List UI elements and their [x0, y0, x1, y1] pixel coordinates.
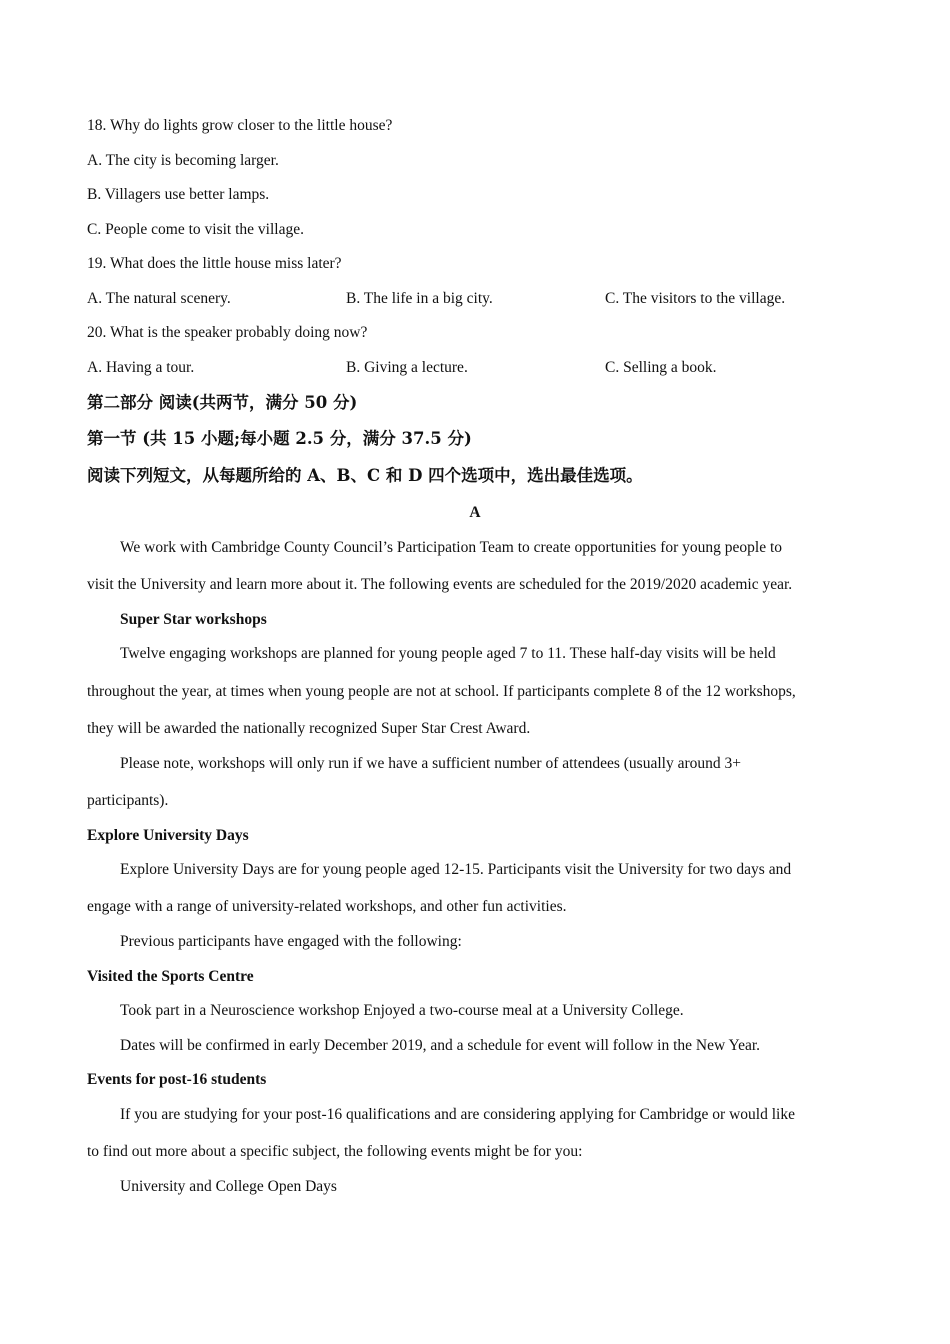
passage-letter: A	[469, 504, 481, 521]
question-19-option-b: B. The life in a big city.	[346, 290, 493, 307]
instruction: 阅读下列短文，从每题所给的 A、B、C 和 D 四个选项中，选出最佳选项。	[87, 466, 643, 485]
subheading-post16: Events for post-16 students	[87, 1071, 267, 1088]
part-heading: 第二部分 阅读(共两节，满分 50 分)	[87, 393, 358, 412]
question-18-text: 18. Why do lights grow closer to the little house?	[87, 117, 393, 134]
question-20-option-c: C. Selling a book.	[605, 359, 717, 376]
paragraph-line: engage with a range of university-related workshops, and other fun activities.	[87, 898, 567, 915]
paragraph-line: throughout the year, at times when young people are not at school. If participants complete 8 of the 12 workshops,	[87, 683, 796, 700]
subheading-explore: Explore University Days	[87, 827, 249, 844]
paragraph-line: We work with Cambridge County Council’s Participation Team to create opportunities for young people to	[120, 539, 783, 556]
paragraph-line: If you are studying for your post-16 qualifications and are considering applying for Cambridge or would like	[120, 1106, 795, 1123]
subheading-sports: Visited the Sports Centre	[87, 968, 254, 985]
paragraph-line: visit the University and learn more about it. The following events are scheduled for the 2019/2020 academic year.	[87, 576, 793, 593]
subheading-super-star: Super Star workshops	[120, 611, 267, 628]
question-18-option-a: A. The city is becoming larger.	[87, 152, 279, 169]
paragraph-line: to find out more about a specific subject, the following events might be for you:	[87, 1143, 583, 1160]
question-20-text: 20. What is the speaker probably doing now?	[87, 324, 368, 341]
question-19-text: 19. What does the little house miss later?	[87, 255, 342, 272]
paragraph-line: Twelve engaging workshops are planned for young people aged 7 to 11. These half-day visits will be held	[120, 645, 776, 662]
question-19-option-a: A. The natural scenery.	[87, 290, 231, 307]
paragraph-line: participants).	[87, 792, 169, 809]
question-18-option-b: B. Villagers use better lamps.	[87, 186, 270, 203]
paragraph-line: Please note, workshops will only run if we have a sufficient number of attendees (usually around 3+	[120, 755, 741, 772]
paragraph-line: University and College Open Days	[120, 1178, 337, 1195]
section-heading: 第一节 (共 15 小题;每小题 2.5 分，满分 37.5 分)	[87, 429, 472, 448]
question-18-option-c: C. People come to visit the village.	[87, 221, 304, 238]
question-20-option-a: A. Having a tour.	[87, 359, 195, 376]
paragraph-line: Explore University Days are for young people aged 12-15. Participants visit the University for two days and	[120, 861, 792, 878]
paragraph-line: Previous participants have engaged with the following:	[120, 933, 462, 950]
paragraph-line: Dates will be confirmed in early December 2019, and a schedule for event will follow in the New Year.	[120, 1037, 761, 1054]
paragraph-line: Took part in a Neuroscience workshop Enjoyed a two-course meal at a University College.	[120, 1002, 684, 1019]
question-20-option-b: B. Giving a lecture.	[346, 359, 468, 376]
question-19-option-c: C. The visitors to the village.	[605, 290, 786, 307]
paragraph-line: they will be awarded the nationally recognized Super Star Crest Award.	[87, 720, 531, 737]
